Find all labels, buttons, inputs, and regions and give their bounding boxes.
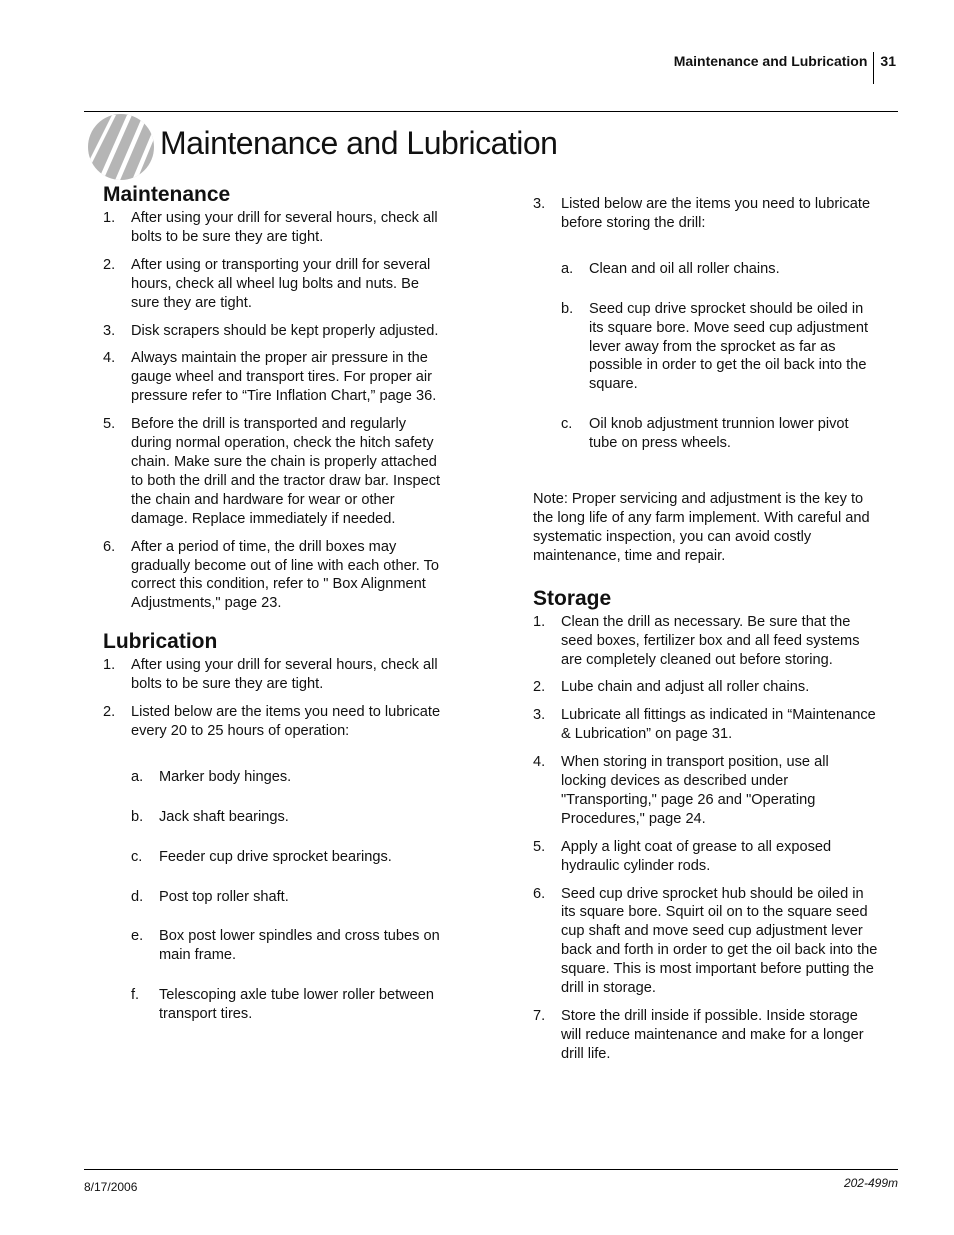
item-text: Feeder cup drive sprocket bearings. [159, 848, 392, 865]
item-number: b. [131, 808, 144, 825]
item-text: Seed cup drive sprocket should be oiled in its square bore. Move seed cup adjustment lever away from the sprocket as far as possible in order to get the oil back into the square. [589, 300, 869, 393]
item-text: Disk scrapers should be kept properly adjusted. [131, 322, 439, 339]
item-number: 6. [103, 538, 116, 555]
item-text: After using your drill for several hours, check all bolts to be sure they are tight. [131, 210, 438, 245]
list-item [561, 415, 878, 453]
item-text: After a period of time, the drill boxes may gradually become out of line with each other. To correct this condition, refer to " Box Alignment Adjustments," page 23. [131, 538, 440, 612]
list-item [533, 706, 878, 744]
bottom-rule [84, 1169, 898, 1170]
item-number: 4. [103, 350, 116, 367]
item-number: e. [131, 928, 144, 945]
list-item [561, 300, 878, 395]
list-item [533, 195, 878, 474]
item-number: 3. [533, 196, 546, 212]
footer-date: 8/17/2006 [84, 1180, 138, 1194]
item-text: Store the drill inside if possible. Inside storage will reduce maintenance and make for a longer drill life. [561, 1008, 864, 1062]
list-item [103, 349, 448, 406]
right-column [533, 195, 878, 1073]
item-number: c. [131, 848, 143, 865]
list-item [533, 885, 878, 998]
lubrication-heading: Lubrication [103, 630, 218, 654]
item-text: Clean the drill as necessary. Be sure that the seed boxes, fertilizer box and all feed systems are completely cleaned out before storing. [561, 613, 860, 668]
item-text: Telescoping axle tube lower roller between transport tires. [159, 987, 435, 1023]
item-text: Apply a light coat of grease to all exposed hydraulic cylinder rods. [561, 838, 832, 874]
list-item [131, 768, 448, 787]
running-header [674, 52, 896, 84]
list-item [131, 927, 448, 965]
top-rule [84, 111, 898, 112]
item-number: b. [561, 300, 574, 317]
item-text: After using or transporting your drill for several hours, check all wheel lug bolts and nuts. Be sure they are tight. [131, 256, 431, 311]
item-text: After using your drill for several hours, check all bolts to be sure they are tight. [131, 657, 438, 693]
list-item [103, 322, 448, 341]
item-number: 3. [103, 322, 116, 339]
list-item [533, 753, 878, 829]
lubrication-list [103, 656, 448, 1045]
left-column [103, 182, 448, 1054]
list-item [131, 808, 448, 827]
item-number: 6. [533, 885, 546, 902]
item-text: Clean and oil all roller chains. [589, 260, 780, 277]
item-number: d. [131, 888, 144, 905]
item-text: Lubricate all fittings as indicated in “Maintenance & Lubrication” on page 31. [561, 707, 876, 743]
list-item [533, 838, 878, 876]
item-number: 1. [533, 613, 546, 630]
sublist [561, 260, 878, 453]
lubrication-list-continued [533, 195, 878, 474]
list-item [131, 888, 448, 907]
item-text: Box post lower spindles and cross tubes on main frame. [159, 928, 440, 964]
item-text: Oil knob adjustment trunnion lower pivot tube on press wheels. [589, 416, 849, 452]
item-text: When storing in transport position, use all locking devices as described under "Transporting," page 26 and "Operating Procedures," page 24. [561, 754, 829, 827]
running-header-section: Maintenance and Lubrication [673, 53, 868, 69]
item-number: 4. [533, 754, 546, 771]
chapter-title: Maintenance and Lubrication [160, 125, 558, 161]
item-text: Post top roller shaft. [159, 888, 289, 905]
list-item [103, 538, 448, 614]
item-text: Listed below are the items you need to lubricate every 20 to 25 hours of operation: [131, 704, 441, 739]
storage-heading: Storage [533, 586, 612, 610]
item-number: 3. [533, 707, 546, 724]
list-item [131, 986, 448, 1024]
item-text: Listed below are the items you need to lubricate before storing the drill: [561, 196, 871, 231]
item-number: 7. [533, 1008, 546, 1024]
list-item [103, 656, 448, 694]
list-item [103, 209, 448, 247]
item-number: f. [131, 987, 140, 1004]
list-item [131, 848, 448, 867]
item-number: 5. [533, 838, 546, 855]
item-number: 5. [103, 416, 116, 433]
sublist [131, 768, 448, 1024]
maintenance-heading: Maintenance [103, 183, 231, 206]
page-number: 31 [880, 53, 896, 69]
item-number: a. [131, 768, 144, 785]
storage-list [533, 613, 878, 1064]
item-number: 1. [103, 657, 116, 674]
item-number: 2. [103, 704, 116, 721]
list-item [533, 678, 878, 697]
item-text: Always maintain the proper air pressure in the gauge wheel and transport tires. For proper air pressure refer to “Tire Inflation Chart,” page 36. [131, 350, 437, 405]
item-number: a. [561, 260, 574, 277]
list-item [561, 260, 878, 279]
item-number: 2. [533, 679, 546, 696]
item-text: Jack shaft bearings. [159, 808, 289, 825]
furrow-logo-icon [86, 113, 156, 181]
list-item [103, 703, 448, 1045]
list-item [103, 415, 448, 528]
item-text: Seed cup drive sprocket hub should be oiled in its square bore. Squirt oil on to the square seed cup shaft and move seed cup adjustment lever back and forth in order to get the oil back into the square. This is most important before putting the drill in storage. [561, 885, 878, 997]
item-number: c. [561, 416, 573, 433]
note-paragraph: Note: Proper servicing and adjustment is the key to the long life of any farm implement. With careful and systematic inspection, you can avoid costly maintenance, time and repair. [533, 491, 870, 564]
item-text: Lube chain and adjust all roller chains. [561, 679, 810, 696]
item-number: 2. [103, 256, 116, 273]
item-text: Marker body hinges. [159, 768, 292, 785]
list-item [533, 1007, 878, 1064]
item-number: 1. [103, 210, 116, 226]
footer-doc-number: 202-499m [843, 1176, 898, 1190]
list-item [103, 256, 448, 313]
list-item [533, 613, 878, 670]
maintenance-list [103, 209, 448, 613]
item-text: Before the drill is transported and regularly during normal operation, check the hitch safety chain. Make sure the chain is properly attached to both the drill and the tractor draw bar. Inspect the chain and hardware for wear or other damage. Replace immediately if needed. [131, 416, 441, 527]
